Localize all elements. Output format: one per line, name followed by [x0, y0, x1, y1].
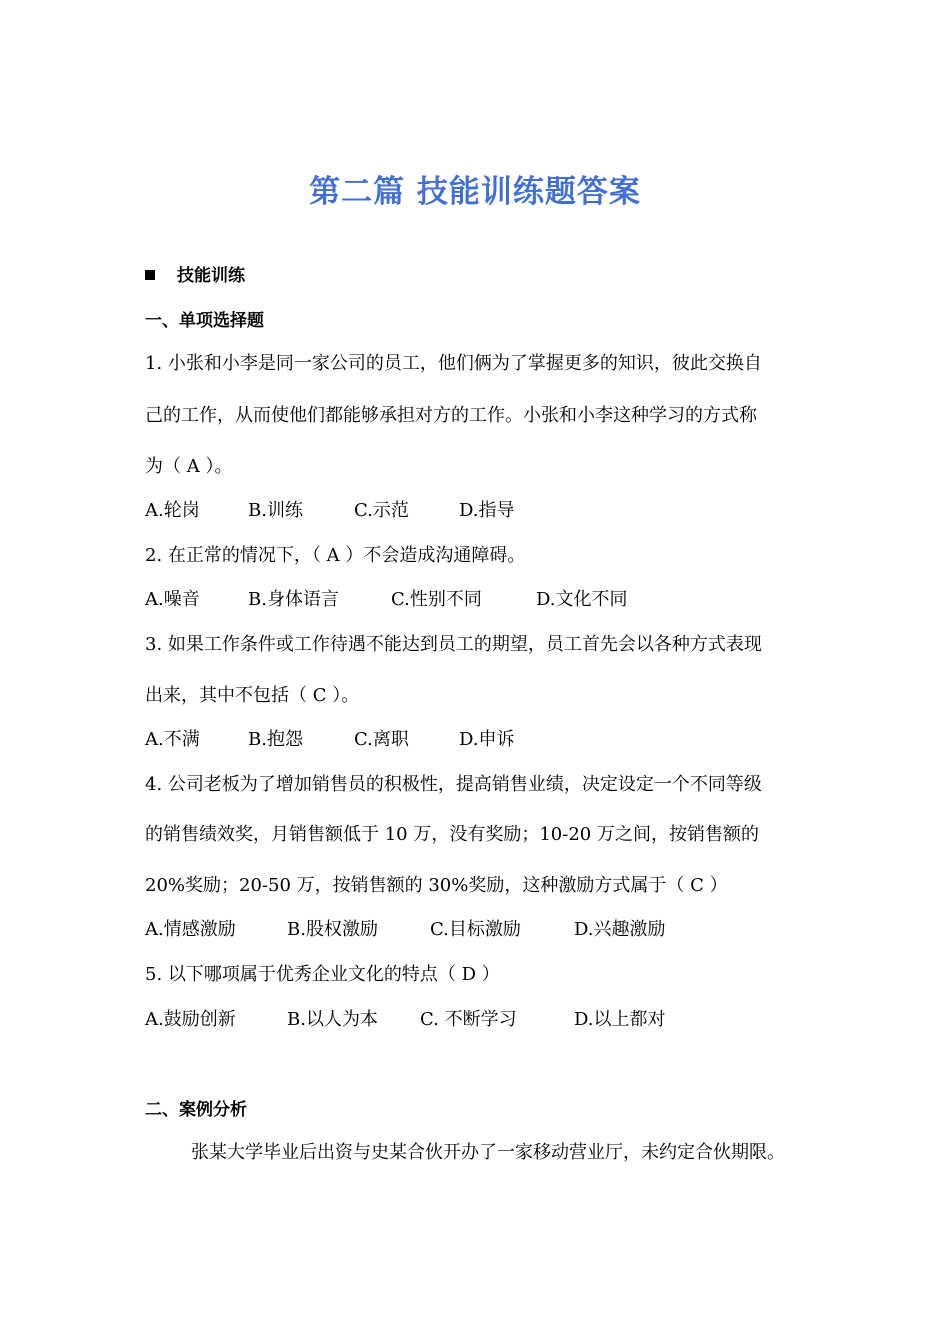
section-marker	[145, 264, 245, 288]
section-marker-label: 技能训练	[177, 266, 245, 286]
question-4-option-a: A.情感激励	[145, 919, 236, 940]
question-1-option-a: A.轮岗	[145, 500, 200, 521]
question-5-option-c: C. 不断学习	[420, 1009, 517, 1030]
question-2-option-b: B.身体语言	[248, 589, 339, 610]
question-5-option-b: B.以人为本	[287, 1009, 378, 1030]
question-3-line-2: 出来，其中不包括（ C ）。	[145, 685, 360, 706]
question-4-line-3: 20%奖励；20-50 万，按销售额的 30%奖励，这种激励方式属于（ C ）	[145, 875, 728, 896]
question-3-option-a: A.不满	[145, 729, 200, 750]
question-3-option-c: C.离职	[354, 729, 409, 750]
part2-heading: 二、案例分析	[145, 1100, 247, 1120]
question-1-line-2: 己的工作，从而使他们都能够承担对方的工作。小张和小李这种学习的方式称	[145, 405, 757, 426]
question-4-line-1: 4. 公司老板为了增加销售员的积极性，提高销售业绩，决定设定一个不同等级	[145, 774, 762, 795]
question-4-option-b: B.股权激励	[287, 919, 378, 940]
question-2-option-d: D.文化不同	[536, 589, 628, 610]
question-1-line-3: 为（ A ）。	[145, 456, 233, 477]
question-2-option-a: A.噪音	[145, 589, 200, 610]
question-2-line-1: 2. 在正常的情况下，（ A ）不会造成沟通障碍。	[145, 545, 526, 566]
question-2-option-c: C.性别不同	[391, 589, 482, 610]
question-3-line-1: 3. 如果工作条件或工作待遇不能达到员工的期望，员工首先会以各种方式表现	[145, 634, 762, 655]
question-5-option-a: A.鼓励创新	[145, 1009, 236, 1030]
case-paragraph: 张某大学毕业后出资与史某合伙开办了一家移动营业厅，未约定合伙期限。	[191, 1142, 785, 1163]
question-1-line-1: 1. 小张和小李是同一家公司的员工，他们俩为了掌握更多的知识，彼此交换自	[145, 353, 762, 374]
question-4-line-2: 的销售绩效奖，月销售额低于 10 万，没有奖励；10-20 万之间，按销售额的	[145, 824, 759, 845]
part1-heading: 一、单项选择题	[145, 311, 264, 331]
question-5-option-d: D.以上都对	[574, 1009, 666, 1030]
question-4-option-d: D.兴趣激励	[574, 919, 666, 940]
square-bullet-icon	[145, 270, 155, 280]
question-4-option-c: C.目标激励	[430, 919, 521, 940]
question-3-option-b: B.抱怨	[248, 729, 303, 750]
question-1-option-b: B.训练	[248, 500, 303, 521]
question-1-option-d: D.指导	[459, 500, 515, 521]
question-3-option-d: D.申诉	[459, 729, 515, 750]
page-title: 第二篇 技能训练题答案	[309, 174, 641, 210]
question-1-option-c: C.示范	[354, 500, 409, 521]
question-5-line-1: 5. 以下哪项属于优秀企业文化的特点（ D ）	[145, 964, 500, 985]
